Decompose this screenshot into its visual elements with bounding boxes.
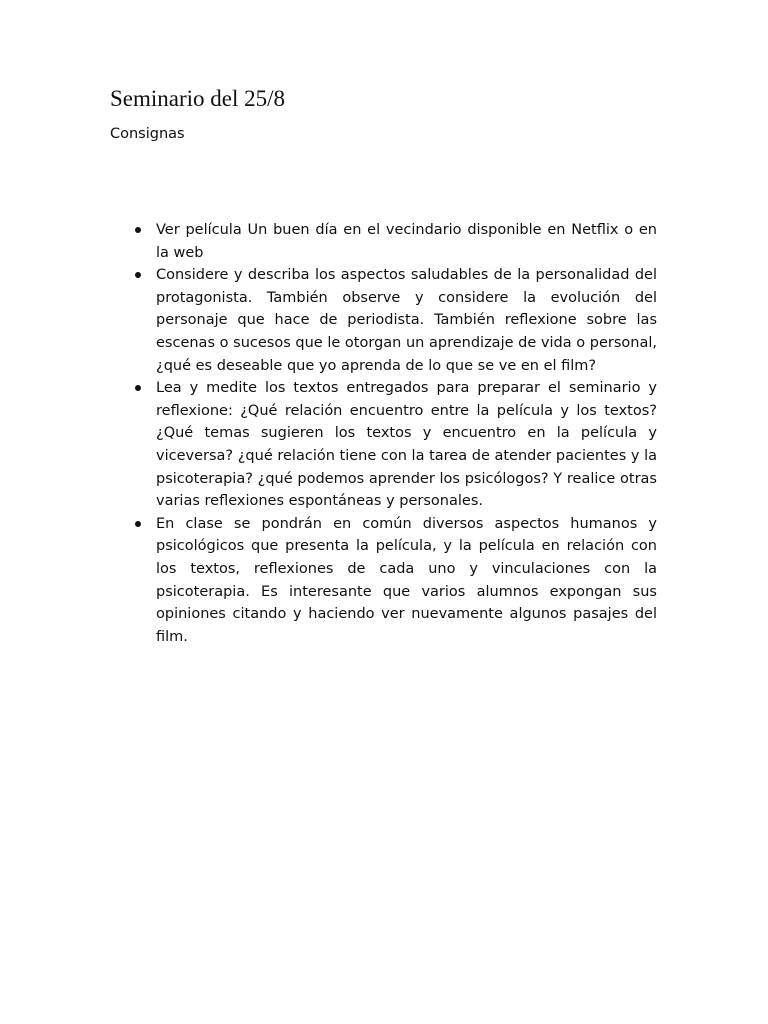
document-title: Seminario del 25/8 xyxy=(110,86,286,111)
list-item: Ver película Un buen día en el vecindario disponible en Netflix o en la web xyxy=(156,219,657,264)
list-item: En clase se pondrán en común diversos aspectos humanos y psicológicos que presenta la película, y la película en relación con los textos, reflexiones de cada uno y vinculaciones con la psicoterapia. Es interesante que varios alumnos expongan sus opiniones citando y haciendo ver nuevamente algunos pasajes del film. xyxy=(156,513,657,649)
list-item: Considere y describa los aspectos saludables de la personalidad del protagonista. También observe y considere la evolución del personaje que hace de periodista. También reflexione sobre las escenas o sucesos que le otorgan un aprendizaje de vida o personal, ¿qué es deseable que yo aprenda de lo que se ve en el film? xyxy=(156,264,657,377)
document-subtitle: Consignas xyxy=(110,126,185,142)
list-item: Lea y medite los textos entregados para preparar el seminario y reflexione: ¿Qué relación encuentro entre la película y los textos? ¿Qué temas sugieren los textos y encuentro en la película y viceversa? ¿qué relación tiene con la tarea de atender pacientes y la psicoterapia? ¿qué podemos aprender los psicólogos? Y realice otras varias reflexiones espontáneas y personales. xyxy=(156,377,657,513)
instructions-list xyxy=(156,219,657,648)
